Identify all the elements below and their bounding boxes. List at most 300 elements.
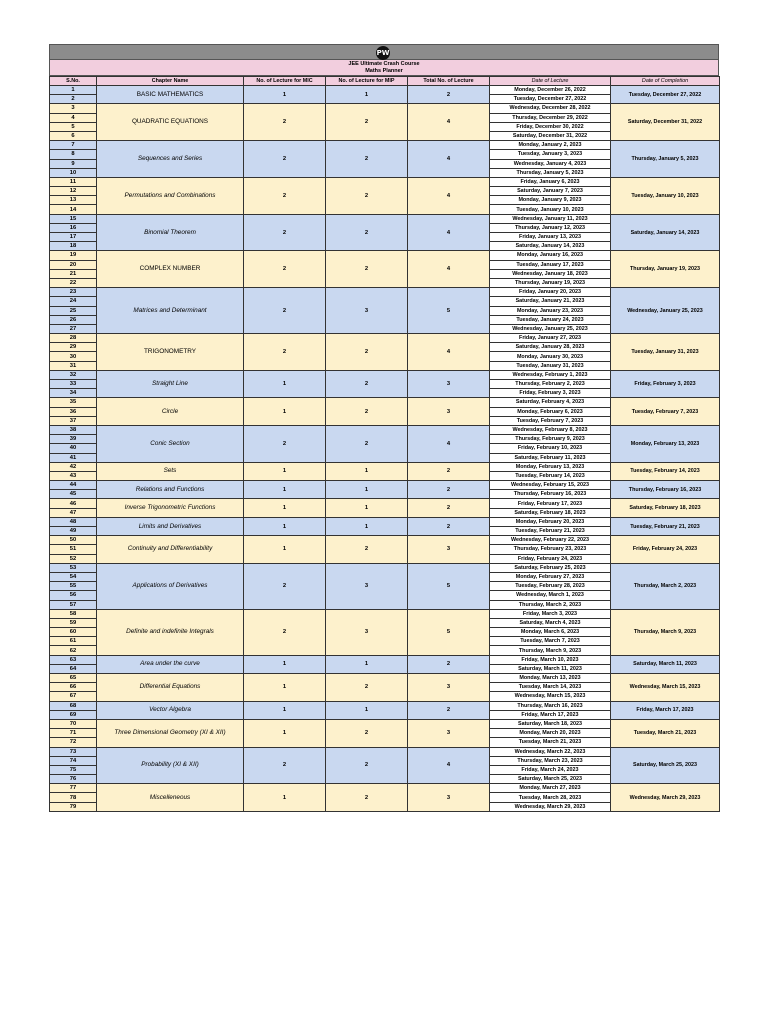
lectures-total: 2	[408, 517, 490, 535]
serial-no: 76	[50, 775, 97, 784]
lecture-date: Monday, January 2, 2023	[490, 141, 611, 150]
lecture-date: Saturday, December 31, 2022	[490, 131, 611, 140]
serial-no: 12	[50, 187, 97, 196]
chapter-name: Limits and Derivatives	[97, 517, 244, 535]
lecture-date: Friday, March 17, 2023	[490, 710, 611, 719]
lectures-total: 3	[408, 784, 490, 812]
lecture-date: Wednesday, February 15, 2023	[490, 481, 611, 490]
lecture-date: Friday, March 3, 2023	[490, 609, 611, 618]
lecture-date: Tuesday, January 24, 2023	[490, 315, 611, 324]
completion-date: Wednesday, March 15, 2023	[611, 674, 720, 702]
serial-no: 2	[50, 95, 97, 104]
lecture-date: Tuesday, January 3, 2023	[490, 150, 611, 159]
lecture-date: Thursday, February 16, 2023	[490, 490, 611, 499]
lectures-mic: 2	[244, 141, 326, 178]
serial-no: 33	[50, 380, 97, 389]
lecture-date: Thursday, January 12, 2023	[490, 223, 611, 232]
lectures-total: 4	[408, 104, 490, 141]
serial-no: 68	[50, 701, 97, 710]
lectures-total: 4	[408, 141, 490, 178]
serial-no: 9	[50, 159, 97, 168]
chapter-name: Continuity and Differentiability	[97, 536, 244, 564]
serial-no: 6	[50, 131, 97, 140]
table-row	[50, 398, 720, 407]
lecture-date: Monday, January 16, 2023	[490, 251, 611, 260]
serial-no: 18	[50, 242, 97, 251]
lectures-total: 2	[408, 481, 490, 499]
lectures-total: 5	[408, 563, 490, 609]
serial-no: 43	[50, 471, 97, 480]
table-row	[50, 517, 720, 526]
serial-no: 23	[50, 288, 97, 297]
lecture-date: Saturday, January 14, 2023	[490, 242, 611, 251]
completion-date: Tuesday, December 27, 2022	[611, 86, 720, 104]
serial-no: 50	[50, 536, 97, 545]
lecture-date: Saturday, March 25, 2023	[490, 775, 611, 784]
lectures-mic: 2	[244, 425, 326, 462]
lecture-date: Thursday, January 19, 2023	[490, 278, 611, 287]
serial-no: 40	[50, 444, 97, 453]
serial-no: 30	[50, 352, 97, 361]
lectures-mip: 1	[326, 86, 408, 104]
chapter-name: Definite and indefinite Integrals	[97, 609, 244, 655]
serial-no: 39	[50, 435, 97, 444]
col-mip: No. of Lecture for MIP	[326, 77, 408, 86]
lecture-date: Tuesday, February 14, 2023	[490, 471, 611, 480]
lecture-date: Tuesday, March 14, 2023	[490, 683, 611, 692]
serial-no: 45	[50, 490, 97, 499]
lecture-date: Wednesday, February 1, 2023	[490, 370, 611, 379]
lectures-total: 4	[408, 334, 490, 371]
lecture-date: Wednesday, January 11, 2023	[490, 214, 611, 223]
serial-no: 47	[50, 508, 97, 517]
planner-subtitle: Maths Planner	[365, 68, 403, 74]
table-row	[50, 177, 720, 186]
lecture-date: Tuesday, February 7, 2023	[490, 416, 611, 425]
serial-no: 69	[50, 710, 97, 719]
lectures-mip: 2	[326, 784, 408, 812]
chapter-name: Inverse Trigonometric Functions	[97, 499, 244, 517]
lecture-date: Saturday, January 21, 2023	[490, 297, 611, 306]
lectures-mic: 2	[244, 177, 326, 214]
lectures-mip: 2	[326, 370, 408, 398]
chapter-name: COMPLEX NUMBER	[97, 251, 244, 288]
lecture-date: Tuesday, January 17, 2023	[490, 260, 611, 269]
lecture-date: Tuesday, January 31, 2023	[490, 361, 611, 370]
serial-no: 1	[50, 86, 97, 95]
completion-date: Tuesday, February 14, 2023	[611, 462, 720, 480]
serial-no: 7	[50, 141, 97, 150]
serial-no: 37	[50, 416, 97, 425]
lecture-date: Friday, February 17, 2023	[490, 499, 611, 508]
chapter-name: Miscelleneous	[97, 784, 244, 812]
lectures-total: 2	[408, 701, 490, 719]
lectures-mip: 2	[326, 251, 408, 288]
lectures-mic: 2	[244, 563, 326, 609]
serial-no: 77	[50, 784, 97, 793]
table-row	[50, 563, 720, 572]
lectures-total: 4	[408, 177, 490, 214]
serial-no: 44	[50, 481, 97, 490]
table-row	[50, 609, 720, 618]
lecture-date: Thursday, December 29, 2022	[490, 113, 611, 122]
lectures-mip: 3	[326, 563, 408, 609]
lecture-date: Wednesday, February 8, 2023	[490, 425, 611, 434]
planner-sheet	[49, 44, 719, 812]
table-row	[50, 655, 720, 664]
serial-no: 20	[50, 260, 97, 269]
lecture-date: Tuesday, March 21, 2023	[490, 738, 611, 747]
table-row	[50, 104, 720, 113]
serial-no: 25	[50, 306, 97, 315]
chapter-name: Sequences and Series	[97, 141, 244, 178]
serial-no: 53	[50, 563, 97, 572]
lectures-mip: 1	[326, 701, 408, 719]
lectures-total: 3	[408, 674, 490, 702]
serial-no: 72	[50, 738, 97, 747]
serial-no: 46	[50, 499, 97, 508]
table-row	[50, 462, 720, 471]
serial-no: 16	[50, 223, 97, 232]
header-row	[50, 77, 720, 86]
serial-no: 41	[50, 453, 97, 462]
lecture-date: Tuesday, February 28, 2023	[490, 582, 611, 591]
lectures-total: 2	[408, 86, 490, 104]
lectures-total: 4	[408, 251, 490, 288]
table-row	[50, 674, 720, 683]
table-row	[50, 86, 720, 95]
table-row	[50, 719, 720, 728]
lecture-date: Monday, December 26, 2022	[490, 86, 611, 95]
lectures-total: 3	[408, 536, 490, 564]
lecture-date: Monday, March 20, 2023	[490, 729, 611, 738]
chapter-name: Applications of Derivatives	[97, 563, 244, 609]
table-row	[50, 481, 720, 490]
table-row	[50, 370, 720, 379]
pw-logo-icon: PW	[376, 46, 390, 60]
lecture-date: Thursday, March 2, 2023	[490, 600, 611, 609]
chapter-name: Three Dimensional Geometry (XI & XII)	[97, 719, 244, 747]
serial-no: 57	[50, 600, 97, 609]
serial-no: 59	[50, 618, 97, 627]
lectures-mip: 2	[326, 398, 408, 426]
lecture-date: Thursday, February 2, 2023	[490, 380, 611, 389]
completion-date: Saturday, February 18, 2023	[611, 499, 720, 517]
lecture-date: Wednesday, March 1, 2023	[490, 591, 611, 600]
chapter-name: Binomial Theorem	[97, 214, 244, 251]
lectures-total: 4	[408, 214, 490, 251]
completion-date: Thursday, January 19, 2023	[611, 251, 720, 288]
completion-date: Saturday, March 11, 2023	[611, 655, 720, 673]
table-row	[50, 141, 720, 150]
lecture-date: Saturday, March 4, 2023	[490, 618, 611, 627]
lecture-date: Monday, March 6, 2023	[490, 628, 611, 637]
completion-date: Thursday, March 2, 2023	[611, 563, 720, 609]
serial-no: 5	[50, 122, 97, 131]
serial-no: 31	[50, 361, 97, 370]
lectures-mip: 1	[326, 517, 408, 535]
planner-table	[49, 76, 720, 812]
lectures-total: 2	[408, 499, 490, 517]
serial-no: 78	[50, 793, 97, 802]
lecture-date: Monday, February 27, 2023	[490, 572, 611, 581]
lectures-mic: 2	[244, 334, 326, 371]
lectures-mip: 2	[326, 334, 408, 371]
serial-no: 63	[50, 655, 97, 664]
lectures-mic: 2	[244, 104, 326, 141]
lectures-total: 3	[408, 719, 490, 747]
completion-date: Tuesday, January 31, 2023	[611, 334, 720, 371]
chapter-name: QUADRATIC EQUATIONS	[97, 104, 244, 141]
col-mic: No. of Lecture for MIC	[244, 77, 326, 86]
lecture-date: Tuesday, January 10, 2023	[490, 205, 611, 214]
lectures-mip: 2	[326, 674, 408, 702]
lecture-date: Friday, January 27, 2023	[490, 334, 611, 343]
serial-no: 26	[50, 315, 97, 324]
lecture-date: Tuesday, March 28, 2023	[490, 793, 611, 802]
completion-date: Saturday, March 25, 2023	[611, 747, 720, 784]
completion-date: Monday, February 13, 2023	[611, 425, 720, 462]
serial-no: 67	[50, 692, 97, 701]
chapter-name: Area under the curve	[97, 655, 244, 673]
lectures-mic: 1	[244, 462, 326, 480]
chapter-name: Probability (XI & XII)	[97, 747, 244, 784]
lecture-date: Thursday, March 23, 2023	[490, 756, 611, 765]
serial-no: 36	[50, 407, 97, 416]
lecture-date: Wednesday, March 29, 2023	[490, 802, 611, 811]
lecture-date: Thursday, February 23, 2023	[490, 545, 611, 554]
title-block	[49, 60, 719, 76]
lectures-mip: 1	[326, 462, 408, 480]
serial-no: 3	[50, 104, 97, 113]
lecture-date: Thursday, February 9, 2023	[490, 435, 611, 444]
completion-date: Thursday, February 16, 2023	[611, 481, 720, 499]
serial-no: 52	[50, 554, 97, 563]
chapter-name: Permutations and Combinations	[97, 177, 244, 214]
lecture-date: Friday, January 13, 2023	[490, 233, 611, 242]
lectures-mip: 3	[326, 288, 408, 334]
serial-no: 42	[50, 462, 97, 471]
serial-no: 27	[50, 324, 97, 333]
lectures-total: 2	[408, 655, 490, 673]
lectures-total: 5	[408, 609, 490, 655]
serial-no: 71	[50, 729, 97, 738]
lectures-mic: 1	[244, 719, 326, 747]
serial-no: 22	[50, 278, 97, 287]
completion-date: Wednesday, January 25, 2023	[611, 288, 720, 334]
lecture-date: Monday, March 27, 2023	[490, 784, 611, 793]
serial-no: 14	[50, 205, 97, 214]
table-row	[50, 334, 720, 343]
lectures-mic: 1	[244, 398, 326, 426]
lecture-date: Monday, March 13, 2023	[490, 674, 611, 683]
serial-no: 70	[50, 719, 97, 728]
lecture-date: Thursday, March 16, 2023	[490, 701, 611, 710]
lectures-total: 5	[408, 288, 490, 334]
lecture-date: Monday, February 6, 2023	[490, 407, 611, 416]
serial-no: 62	[50, 646, 97, 655]
completion-date: Friday, February 3, 2023	[611, 370, 720, 398]
lecture-date: Saturday, March 11, 2023	[490, 664, 611, 673]
table-row	[50, 784, 720, 793]
serial-no: 28	[50, 334, 97, 343]
lectures-mic: 1	[244, 370, 326, 398]
serial-no: 21	[50, 269, 97, 278]
lecture-date: Wednesday, January 25, 2023	[490, 324, 611, 333]
lectures-total: 2	[408, 462, 490, 480]
lecture-date: Friday, March 10, 2023	[490, 655, 611, 664]
completion-date: Wednesday, March 29, 2023	[611, 784, 720, 812]
lectures-mip: 2	[326, 214, 408, 251]
completion-date: Thursday, January 5, 2023	[611, 141, 720, 178]
completion-date: Thursday, March 9, 2023	[611, 609, 720, 655]
serial-no: 79	[50, 802, 97, 811]
completion-date: Saturday, January 14, 2023	[611, 214, 720, 251]
logo-bar	[49, 44, 719, 60]
serial-no: 49	[50, 527, 97, 536]
lecture-date: Saturday, February 18, 2023	[490, 508, 611, 517]
lecture-date: Saturday, January 7, 2023	[490, 187, 611, 196]
lecture-date: Monday, January 9, 2023	[490, 196, 611, 205]
lectures-mic: 2	[244, 288, 326, 334]
serial-no: 51	[50, 545, 97, 554]
table-row	[50, 251, 720, 260]
chapter-name: Relations and Functions	[97, 481, 244, 499]
lectures-mic: 2	[244, 609, 326, 655]
serial-no: 56	[50, 591, 97, 600]
lectures-mic: 1	[244, 499, 326, 517]
serial-no: 13	[50, 196, 97, 205]
lecture-date: Saturday, February 4, 2023	[490, 398, 611, 407]
lecture-date: Friday, December 30, 2022	[490, 122, 611, 131]
lectures-total: 4	[408, 425, 490, 462]
lecture-date: Tuesday, February 21, 2023	[490, 527, 611, 536]
lecture-date: Saturday, March 18, 2023	[490, 719, 611, 728]
lectures-mip: 2	[326, 747, 408, 784]
serial-no: 11	[50, 177, 97, 186]
serial-no: 74	[50, 756, 97, 765]
chapter-name: Straight Line	[97, 370, 244, 398]
lecture-date: Friday, January 20, 2023	[490, 288, 611, 297]
lecture-date: Tuesday, March 7, 2023	[490, 637, 611, 646]
serial-no: 34	[50, 389, 97, 398]
lectures-mic: 1	[244, 86, 326, 104]
serial-no: 19	[50, 251, 97, 260]
lectures-mic: 1	[244, 655, 326, 673]
lectures-mic: 1	[244, 784, 326, 812]
completion-date: Tuesday, February 7, 2023	[611, 398, 720, 426]
lecture-date: Monday, January 30, 2023	[490, 352, 611, 361]
lecture-date: Wednesday, March 22, 2023	[490, 747, 611, 756]
planner-body	[50, 86, 720, 812]
lectures-total: 3	[408, 398, 490, 426]
lectures-mip: 3	[326, 609, 408, 655]
serial-no: 29	[50, 343, 97, 352]
lectures-mip: 2	[326, 104, 408, 141]
lectures-mip: 2	[326, 719, 408, 747]
table-row	[50, 214, 720, 223]
lecture-date: Wednesday, March 15, 2023	[490, 692, 611, 701]
lecture-date: Saturday, February 11, 2023	[490, 453, 611, 462]
serial-no: 55	[50, 582, 97, 591]
serial-no: 10	[50, 168, 97, 177]
serial-no: 24	[50, 297, 97, 306]
lectures-mip: 2	[326, 536, 408, 564]
serial-no: 4	[50, 113, 97, 122]
lecture-date: Monday, February 20, 2023	[490, 517, 611, 526]
lectures-mip: 1	[326, 655, 408, 673]
serial-no: 73	[50, 747, 97, 756]
col-date-completion: Date of Completion	[611, 77, 720, 86]
lectures-mip: 1	[326, 481, 408, 499]
col-sno: S.No.	[50, 77, 97, 86]
lectures-total: 3	[408, 370, 490, 398]
lectures-mic: 2	[244, 214, 326, 251]
chapter-name: Circle	[97, 398, 244, 426]
lectures-mic: 1	[244, 674, 326, 702]
lecture-date: Wednesday, February 22, 2023	[490, 536, 611, 545]
serial-no: 75	[50, 765, 97, 774]
serial-no: 38	[50, 425, 97, 434]
chapter-name: Conic Section	[97, 425, 244, 462]
lecture-date: Monday, February 13, 2023	[490, 462, 611, 471]
lecture-date: Monday, January 23, 2023	[490, 306, 611, 315]
lectures-total: 4	[408, 747, 490, 784]
table-row	[50, 288, 720, 297]
serial-no: 32	[50, 370, 97, 379]
lectures-mic: 2	[244, 251, 326, 288]
serial-no: 65	[50, 674, 97, 683]
serial-no: 35	[50, 398, 97, 407]
table-row	[50, 747, 720, 756]
serial-no: 48	[50, 517, 97, 526]
completion-date: Saturday, December 31, 2022	[611, 104, 720, 141]
serial-no: 58	[50, 609, 97, 618]
lecture-date: Friday, February 10, 2023	[490, 444, 611, 453]
lectures-mip: 2	[326, 141, 408, 178]
serial-no: 61	[50, 637, 97, 646]
lectures-mip: 2	[326, 177, 408, 214]
lecture-date: Wednesday, January 4, 2023	[490, 159, 611, 168]
chapter-name: Sets	[97, 462, 244, 480]
serial-no: 66	[50, 683, 97, 692]
completion-date: Friday, March 17, 2023	[611, 701, 720, 719]
lecture-date: Friday, February 3, 2023	[490, 389, 611, 398]
col-chapter: Chapter Name	[97, 77, 244, 86]
serial-no: 15	[50, 214, 97, 223]
completion-date: Friday, February 24, 2023	[611, 536, 720, 564]
serial-no: 60	[50, 628, 97, 637]
lecture-date: Thursday, March 9, 2023	[490, 646, 611, 655]
chapter-name: TRIGONOMETRY	[97, 334, 244, 371]
lectures-mip: 2	[326, 425, 408, 462]
lecture-date: Tuesday, December 27, 2022	[490, 95, 611, 104]
lectures-mic: 1	[244, 536, 326, 564]
completion-date: Tuesday, March 21, 2023	[611, 719, 720, 747]
serial-no: 17	[50, 233, 97, 242]
serial-no: 54	[50, 572, 97, 581]
lecture-date: Thursday, January 5, 2023	[490, 168, 611, 177]
lecture-date: Saturday, January 28, 2023	[490, 343, 611, 352]
lectures-mic: 1	[244, 481, 326, 499]
lecture-date: Wednesday, December 28, 2022	[490, 104, 611, 113]
lecture-date: Saturday, February 25, 2023	[490, 563, 611, 572]
lecture-date: Wednesday, January 18, 2023	[490, 269, 611, 278]
chapter-name: Matrices and Determinant	[97, 288, 244, 334]
chapter-name: Vector Algebra	[97, 701, 244, 719]
completion-date: Tuesday, February 21, 2023	[611, 517, 720, 535]
table-row	[50, 425, 720, 434]
